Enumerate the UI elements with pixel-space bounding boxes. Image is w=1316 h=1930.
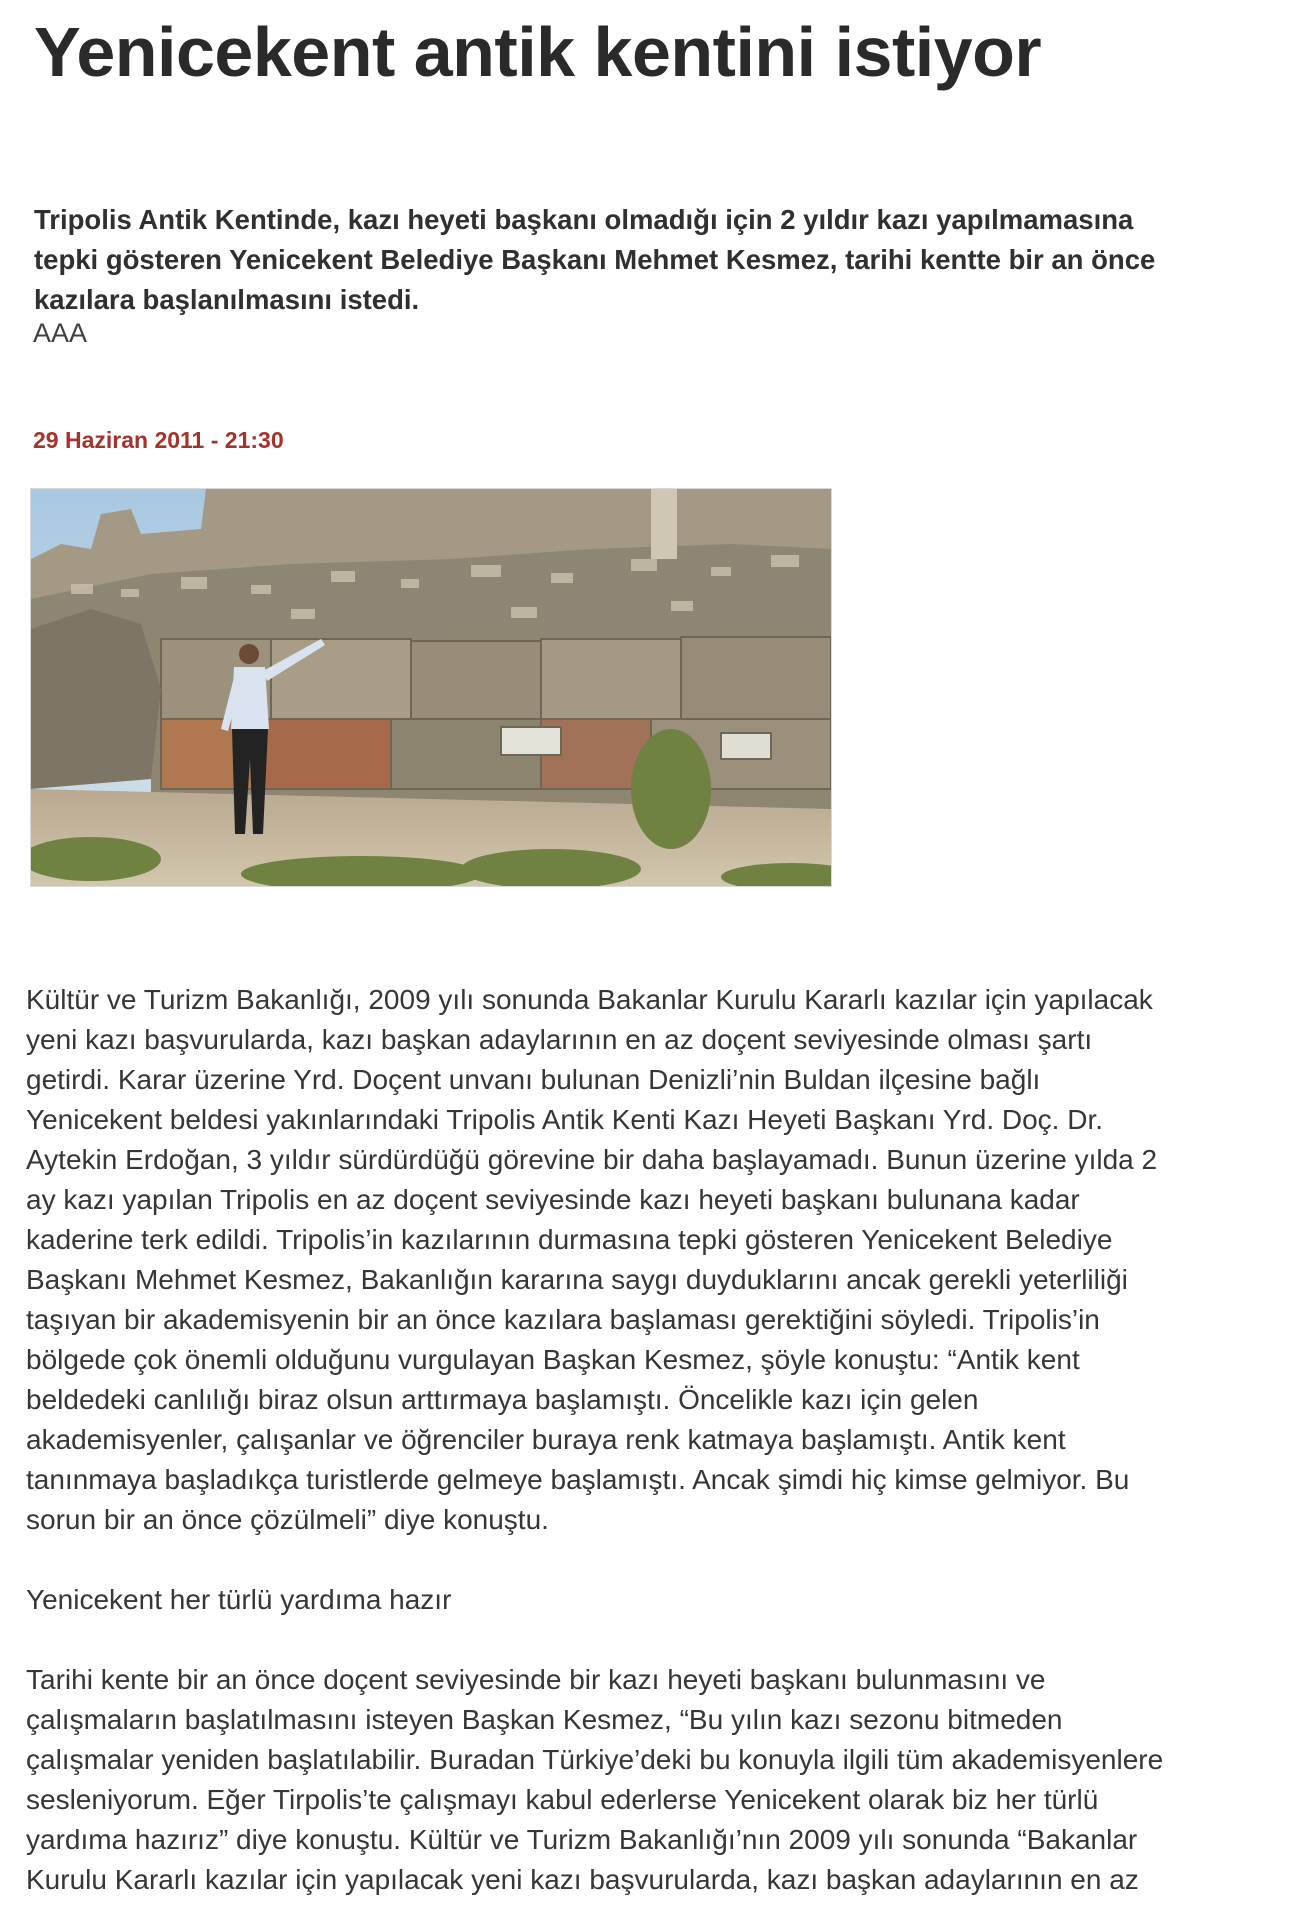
subheading: Yenicekent her türlü yardıma hazır	[26, 1584, 452, 1615]
rock-mound	[31, 609, 161, 789]
body-line: bölgede çok önemli olduğunu vurgulayan Başkan Kesmez, şöyle konuştu: “Antik kent	[26, 1344, 1080, 1375]
body-line: Tarihi kente bir an önce doçent seviyesinde bir kazı heyeti başkanı bulunmasını ve	[26, 1664, 1046, 1695]
body-line: sesleniyorum. Eğer Tirpolis’te çalışmayı kabul ederlerse Yenicekent olarak biz her türlü	[26, 1784, 1099, 1815]
article-photo	[30, 488, 832, 887]
body-line: yeni kazı başvurularda, kazı başkan adaylarının en az doçent seviyesinde olması şartı	[26, 1024, 1093, 1055]
article-body	[26, 980, 1288, 1900]
body-line: çalışmaların başlatılmasını isteyen Başkan Kesmez, “Bu yılın kazı sezonu bitmeden	[26, 1704, 1063, 1735]
body-line: Kurulu Kararlı kazılar için yapılacak yeni kazı başvurularda, kazı başkan adaylarının en az	[26, 1864, 1139, 1895]
lead-line: tepki gösteren Yenicekent Belediye Başkanı Mehmet Kesmez, tarihi kentte bir an önce	[34, 244, 1156, 275]
body-line: getirdi. Karar üzerine Yrd. Doçent unvanı bulunan Denizli’nin Buldan ilçesine bağlı	[26, 1064, 1041, 1095]
body-line: ay kazı yapılan Tripolis en az doçent seviyesinde kazı heyeti başkanı bulunana kadar	[26, 1184, 1080, 1215]
body-line: Kültür ve Turizm Bakanlığı, 2009 yılı sonunda Bakanlar Kurulu Kararlı kazılar için yapılacak	[26, 984, 1153, 1015]
body-line: yardıma hazırız” diye konuştu. Kültür ve Turizm Bakanlığı’nın 2009 yılı sonunda “Bakanlar	[26, 1824, 1138, 1855]
body-line: beldedeki canlılığı biraz olsun arttırmaya başlamıştı. Öncelikle kazı için gelen	[26, 1384, 979, 1415]
body-line: akademisyenler, çalışanlar ve öğrenciler buraya renk katmaya başlamıştı. Antik kent	[26, 1424, 1066, 1455]
headline: Yenicekent antik kentini istiyor	[34, 13, 1042, 91]
body-line: çalışmalar yeniden başlatılabilir. Buradan Türkiye’deki bu konuyla ilgili tüm akademisyenlere	[26, 1744, 1164, 1775]
lead-paragraph	[34, 200, 1284, 320]
body-line: tanınmaya başladıkça turistlerde gelmeye başlamıştı. Ancak şimdi hiç kimse gelmiyor. Bu	[26, 1464, 1130, 1495]
body-line: Aytekin Erdoğan, 3 yıldır sürdürdüğü görevine bir daha başlayamadı. Bunun üzerine yılda 2	[26, 1144, 1158, 1175]
body-line: Yenicekent beldesi yakınlarındaki Tripolis Antik Kenti Kazı Heyeti Başkanı Yrd. Doç. Dr.	[26, 1104, 1104, 1135]
body-line: sorun bir an önce çözülmeli” diye konuştu.	[26, 1504, 549, 1535]
body-line: taşıyan bir akademisyenin bir an önce kazılara başlaması gerektiğini söyledi. Tripolis’in	[26, 1304, 1100, 1335]
ruin-column	[651, 489, 677, 559]
dateline: 29 Haziran 2011 - 21:30	[33, 427, 284, 453]
lead-line: Tripolis Antik Kentinde, kazı heyeti başkanı olmadığı için 2 yıldır kazı yapılmamasına	[34, 204, 1134, 235]
body-line: kaderine terk edildi. Tripolis’in kazılarının durmasına tepki gösteren Yenicekent Belediye	[26, 1224, 1113, 1255]
news-source: AAA	[33, 318, 88, 348]
photo-icon	[31, 489, 831, 886]
lead-line: kazılara başlanılmasını istedi.	[34, 284, 420, 315]
body-line: Başkanı Mehmet Kesmez, Bakanlığın kararına saygı duyduklarını ancak gerekli yeterliliği	[26, 1264, 1128, 1295]
